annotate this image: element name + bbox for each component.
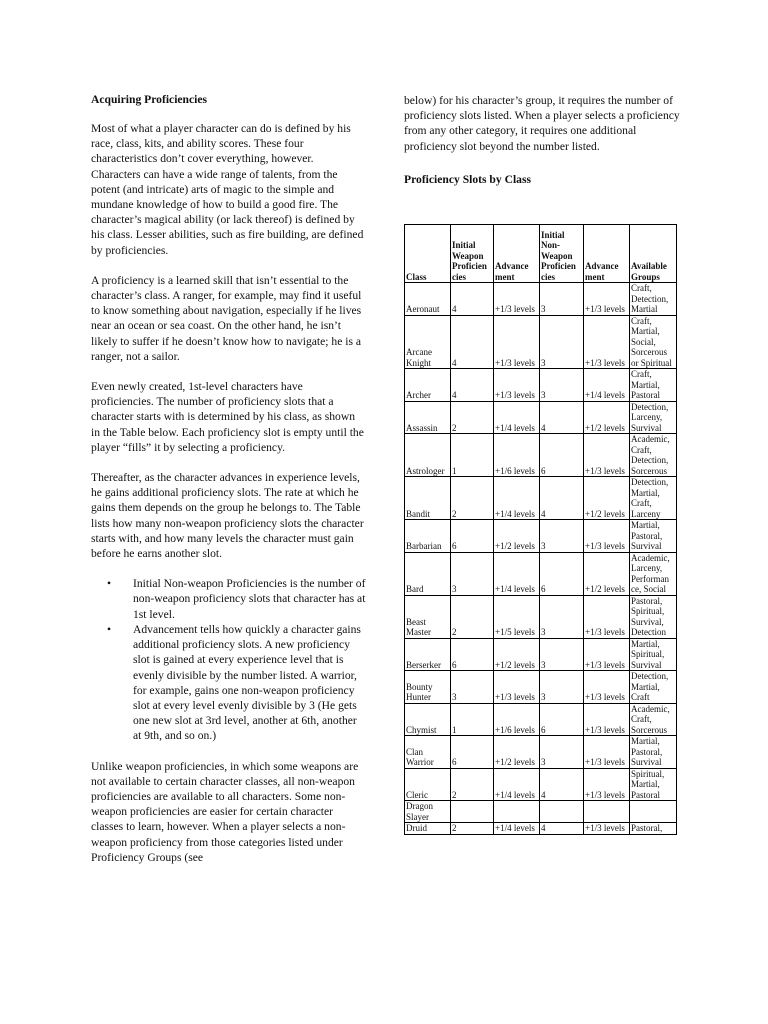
initial-weapon-cell: 2: [451, 823, 494, 835]
groups-cell: Academic, Craft, Sorcerous: [630, 703, 677, 736]
paragraph-intro: Most of what a player character can do is defined by his race, class, kits, and ability scores. These four characteristics don’t cover everything, however. Characters can have a wide range of talents, from the potent (and intricate) arts of magic to the simple and mundane knowledge of how to build a good fire. The character’s magical ability (or lack thereof) is defined by his class. Lesser abilities, such as fire building, are defined by proficiencies.: [91, 122, 364, 257]
class-cell: Barbarian: [405, 520, 451, 553]
paragraph-starting-slots: Even newly created, 1st-level characters have proficiencies. The number of proficiency slots that a character starts with is determined by his class, as shown in the Table below. Each proficiency slot is empty until the player “fills” it by selecting a proficiency.: [91, 380, 364, 454]
weapon-advancement-cell: +1/2 levels: [494, 520, 540, 553]
initial-nonweapon-cell: 3: [540, 638, 584, 671]
class-cell: Berserker: [405, 638, 451, 671]
nonweapon-advancement-cell: +1/3 levels: [584, 703, 630, 736]
class-cell: Bounty Hunter: [405, 671, 451, 704]
groups-cell: Pastoral,: [630, 823, 677, 835]
weapon-advancement-cell: +1/4 levels: [494, 477, 540, 520]
weapon-advancement-cell: +1/6 levels: [494, 434, 540, 477]
initial-weapon-cell: 6: [451, 736, 494, 769]
class-cell: Bandit: [405, 477, 451, 520]
class-cell: Assassin: [405, 401, 451, 434]
groups-cell: Martial, Pastoral, Survival: [630, 520, 677, 553]
initial-weapon-cell: 1: [451, 703, 494, 736]
weapon-advancement-cell: +1/4 levels: [494, 768, 540, 801]
table-row: [405, 703, 677, 736]
groups-cell: Craft, Detection, Martial: [630, 283, 677, 316]
nonweapon-advancement-cell: +1/3 levels: [584, 671, 630, 704]
initial-nonweapon-cell: 3: [540, 315, 584, 369]
nonweapon-advancement-cell: +1/3 levels: [584, 638, 630, 671]
initial-weapon-cell: 1: [451, 434, 494, 477]
header-weapon-advancement: Advance ment: [494, 225, 540, 283]
nonweapon-advancement-cell: +1/4 levels: [584, 369, 630, 402]
section-heading: Acquiring Proficiencies: [91, 93, 208, 106]
bullet-list: [91, 576, 366, 743]
weapon-advancement-cell: +1/6 levels: [494, 703, 540, 736]
class-cell: Astrologer: [405, 434, 451, 477]
table-row: [405, 552, 677, 595]
header-class: Class: [405, 225, 451, 283]
weapon-advancement-cell: +1/3 levels: [494, 671, 540, 704]
initial-nonweapon-cell: 4: [540, 477, 584, 520]
initial-nonweapon-cell: 6: [540, 434, 584, 477]
table-row: [405, 283, 677, 316]
initial-weapon-cell: 6: [451, 638, 494, 671]
proficiency-table: [404, 224, 677, 835]
nonweapon-advancement-cell: +1/3 levels: [584, 315, 630, 369]
initial-nonweapon-cell: 6: [540, 552, 584, 595]
table-row: [405, 823, 677, 835]
table-header-row: [405, 225, 677, 283]
initial-nonweapon-cell: 6: [540, 703, 584, 736]
bullet-initial: • Initial Non-weapon Proficiencies is the number of non-weapon proficiency slots that character has at 1st level.: [133, 576, 366, 622]
bullet-advancement: • Advancement tells how quickly a character gains additional proficiency slots. A new proficiency slot is gained at every experience level that is evenly divisible by the number listed. A warrior, for example, gains one non-weapon proficiency slot at every level evenly divisible by 3 (He gets one new slot at 3rd level, another at 6th, another at 9th, and so on.): [133, 622, 366, 744]
nonweapon-advancement-cell: +1/2 levels: [584, 401, 630, 434]
initial-weapon-cell: 3: [451, 552, 494, 595]
initial-nonweapon-cell: 3: [540, 369, 584, 402]
groups-cell: Academic, Larceny, Performan ce, Social: [630, 552, 677, 595]
weapon-advancement-cell: +1/4 levels: [494, 552, 540, 595]
initial-nonweapon-cell: 3: [540, 736, 584, 769]
nonweapon-advancement-cell: +1/3 levels: [584, 595, 630, 638]
initial-nonweapon-cell: 3: [540, 595, 584, 638]
weapon-advancement-cell: +1/3 levels: [494, 315, 540, 369]
header-available-groups: Available Groups: [630, 225, 677, 283]
table-title: Proficiency Slots by Class: [404, 172, 531, 186]
initial-nonweapon-cell: 4: [540, 401, 584, 434]
groups-cell: Pastoral, Spiritual, Survival, Detection: [630, 595, 677, 638]
weapon-advancement-cell: +1/5 levels: [494, 595, 540, 638]
nonweapon-advancement-cell: +1/3 levels: [584, 283, 630, 316]
table-row: [405, 638, 677, 671]
paragraph-definition: A proficiency is a learned skill that isn’t essential to the character’s class. A ranger, for example, may find it useful to know something about navigation, especially if he lives near an ocean or sea coast. On the other hand, he isn’t likely to suffer if he doesn’t know how to navigate; he is a ranger, not a sailor.: [91, 273, 362, 363]
initial-weapon-cell: 3: [451, 671, 494, 704]
groups-cell: Detection, Martial, Craft, Larceny: [630, 477, 677, 520]
weapon-advancement-cell: +1/3 levels: [494, 283, 540, 316]
initial-nonweapon-cell: [540, 801, 584, 823]
table-row: [405, 520, 677, 553]
initial-nonweapon-cell: 4: [540, 823, 584, 835]
table-body: [405, 283, 677, 835]
groups-cell: Detection, Larceny, Survival: [630, 401, 677, 434]
initial-weapon-cell: 2: [451, 477, 494, 520]
table-row: [405, 369, 677, 402]
initial-weapon-cell: 6: [451, 520, 494, 553]
paragraph-groups: Unlike weapon proficiencies, in which some weapons are not available to certain character classes, all non-weapon proficiencies are available to all characters. Some non-weapon proficiencies are easier for certain character classes to learn, however. When a player selects a non-weapon proficiency from those categories listed under Proficiency Groups (see: [91, 759, 359, 864]
table-row: [405, 736, 677, 769]
table-row: [405, 315, 677, 369]
left-column: [91, 92, 366, 880]
table-row: [405, 768, 677, 801]
class-cell: Beast Master: [405, 595, 451, 638]
initial-nonweapon-cell: 3: [540, 283, 584, 316]
paragraph-advancement: Thereafter, as the character advances in experience levels, he gains additional proficiency slots. The rate at which he gains them depends on the group he belongs to. The Table lists how many non-weapon proficiency slots the character starts with, and how many levels the character must gain before he earns another slot.: [91, 471, 364, 561]
nonweapon-advancement-cell: +1/3 levels: [584, 434, 630, 477]
nonweapon-advancement-cell: +1/2 levels: [584, 477, 630, 520]
table-row: [405, 401, 677, 434]
paragraph-continued: below) for his character’s group, it requires the number of proficiency slots listed. When a player selects a proficiency from any other category, it requires one additional proficiency slot beyond the number listed.: [404, 94, 680, 153]
groups-cell: Craft, Martial, Pastoral: [630, 369, 677, 402]
groups-cell: Martial, Spiritual, Survival: [630, 638, 677, 671]
class-cell: Aeronaut: [405, 283, 451, 316]
class-cell: Druid: [405, 823, 451, 835]
class-cell: Cleric: [405, 768, 451, 801]
table-row: [405, 595, 677, 638]
initial-weapon-cell: 2: [451, 401, 494, 434]
table-row: [405, 801, 677, 823]
class-cell: Clan Warrior: [405, 736, 451, 769]
initial-weapon-cell: [451, 801, 494, 823]
class-cell: Dragon Slayer: [405, 801, 451, 823]
weapon-advancement-cell: +1/4 levels: [494, 401, 540, 434]
table-row: [405, 477, 677, 520]
table-row: [405, 434, 677, 477]
nonweapon-advancement-cell: +1/3 levels: [584, 768, 630, 801]
weapon-advancement-cell: [494, 801, 540, 823]
nonweapon-advancement-cell: +1/2 levels: [584, 552, 630, 595]
initial-weapon-cell: 2: [451, 595, 494, 638]
weapon-advancement-cell: +1/2 levels: [494, 638, 540, 671]
nonweapon-advancement-cell: [584, 801, 630, 823]
initial-weapon-cell: 4: [451, 369, 494, 402]
initial-nonweapon-cell: 3: [540, 671, 584, 704]
weapon-advancement-cell: +1/3 levels: [494, 369, 540, 402]
class-cell: Bard: [405, 552, 451, 595]
right-column: [404, 93, 689, 207]
header-initial-weapon: Initial Weapon Proficien cies: [451, 225, 494, 283]
nonweapon-advancement-cell: +1/3 levels: [584, 736, 630, 769]
initial-nonweapon-cell: 4: [540, 768, 584, 801]
weapon-advancement-cell: +1/2 levels: [494, 736, 540, 769]
header-initial-nonweapon: Initial Non-Weapon Proficien cies: [540, 225, 584, 283]
initial-weapon-cell: 4: [451, 283, 494, 316]
groups-cell: Academic, Craft, Detection, Sorcerous: [630, 434, 677, 477]
nonweapon-advancement-cell: +1/3 levels: [584, 520, 630, 553]
table-row: [405, 671, 677, 704]
header-nonweapon-advancement: Advance ment: [584, 225, 630, 283]
initial-weapon-cell: 2: [451, 768, 494, 801]
groups-cell: Martial, Pastoral, Survival: [630, 736, 677, 769]
groups-cell: Spiritual, Martial, Pastoral: [630, 768, 677, 801]
class-cell: Chymist: [405, 703, 451, 736]
class-cell: Archer: [405, 369, 451, 402]
initial-weapon-cell: 4: [451, 315, 494, 369]
groups-cell: [630, 801, 677, 823]
nonweapon-advancement-cell: +1/3 levels: [584, 823, 630, 835]
groups-cell: Craft, Martial, Social, Sorcerous or Spiritual: [630, 315, 677, 369]
initial-nonweapon-cell: 3: [540, 520, 584, 553]
class-cell: Arcane Knight: [405, 315, 451, 369]
weapon-advancement-cell: +1/4 levels: [494, 823, 540, 835]
groups-cell: Detection, Martial, Craft: [630, 671, 677, 704]
